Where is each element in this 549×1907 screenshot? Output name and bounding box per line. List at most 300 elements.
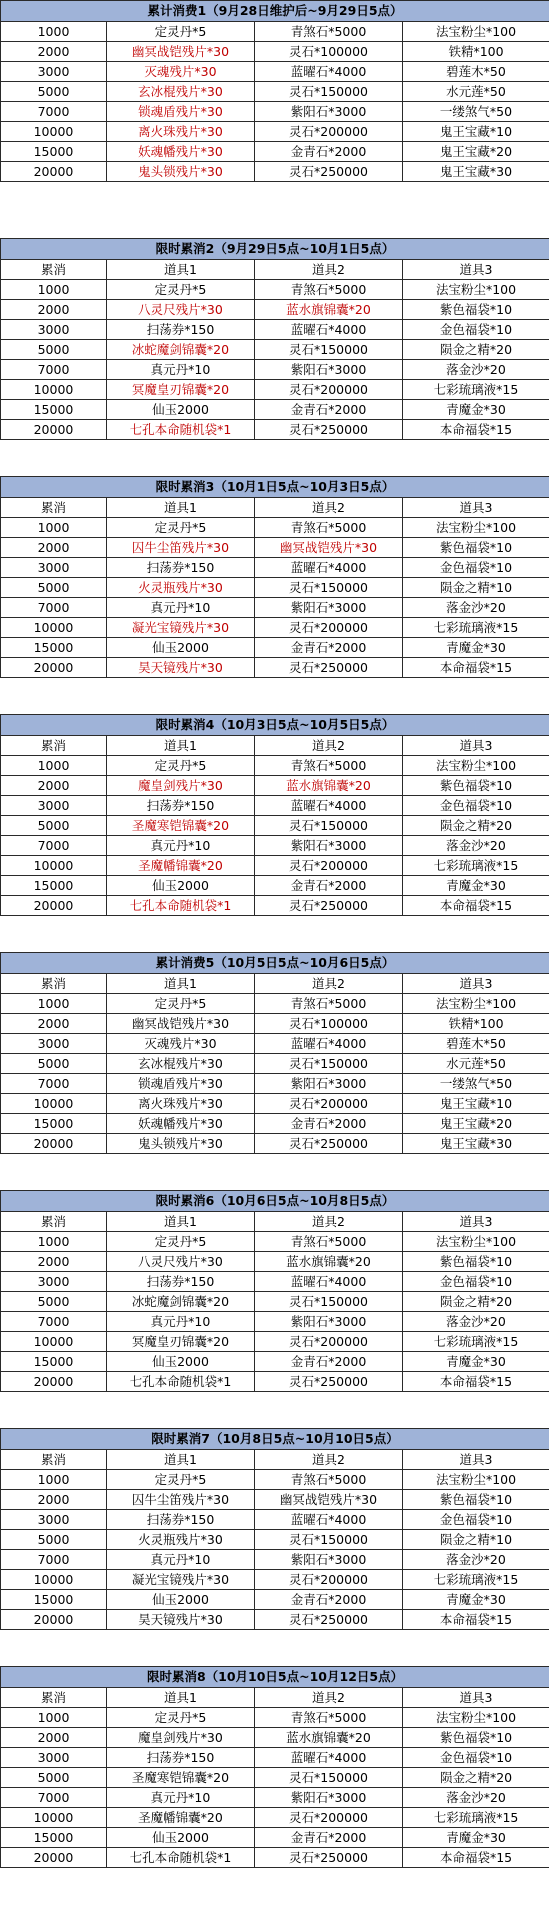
table-row <box>1 756 549 776</box>
column-header: 道具2 <box>255 260 403 280</box>
item-cell: 青煞石*5000 <box>255 280 403 300</box>
item-cell: 鬼头锁残片*30 <box>107 162 255 182</box>
item-cell: 灵石*200000 <box>255 1570 403 1590</box>
item-cell: 七彩琉璃液*15 <box>403 1808 549 1828</box>
threshold-cell: 2000 <box>1 300 107 320</box>
threshold-cell: 10000 <box>1 1332 107 1352</box>
item-cell: 本命福袋*15 <box>403 896 549 916</box>
item-cell: 陨金之精*10 <box>403 1530 549 1550</box>
item-cell: 真元丹*10 <box>107 836 255 856</box>
table-row <box>1 896 549 916</box>
item-cell: 蓝曜石*4000 <box>255 62 403 82</box>
threshold-cell: 1000 <box>1 1470 107 1490</box>
threshold-cell: 7000 <box>1 360 107 380</box>
item-cell: 灵石*150000 <box>255 82 403 102</box>
item-cell: 落金沙*20 <box>403 1550 549 1570</box>
item-cell: 灵石*250000 <box>255 1372 403 1392</box>
item-cell: 魔皇剑残片*30 <box>107 1728 255 1748</box>
item-cell: 定灵丹*5 <box>107 22 255 42</box>
item-cell: 灵石*200000 <box>255 1332 403 1352</box>
table-row <box>1 1054 549 1074</box>
item-cell: 鬼王宝藏*20 <box>403 142 549 162</box>
item-cell: 妖魂幡残片*30 <box>107 142 255 162</box>
item-cell: 紫阳石*3000 <box>255 1074 403 1094</box>
threshold-cell: 3000 <box>1 796 107 816</box>
table-row <box>1 1530 549 1550</box>
threshold-cell: 2000 <box>1 42 107 62</box>
item-cell: 法宝粉尘*100 <box>403 1708 549 1728</box>
item-cell: 幽冥战铠残片*30 <box>107 1014 255 1034</box>
table-title-row <box>1 477 549 498</box>
item-cell: 昊天镜残片*30 <box>107 1610 255 1630</box>
threshold-cell: 1000 <box>1 22 107 42</box>
table-row <box>1 1610 549 1630</box>
table-row <box>1 340 549 360</box>
item-cell: 水元莲*50 <box>403 82 549 102</box>
item-cell: 青煞石*5000 <box>255 518 403 538</box>
reward-table-block <box>0 0 549 182</box>
reward-table-block <box>0 714 549 916</box>
item-cell: 扫荡券*150 <box>107 1272 255 1292</box>
threshold-cell: 3000 <box>1 1748 107 1768</box>
table-title: 限时累消3（10月1日5点~10月3日5点） <box>1 477 549 498</box>
table-row <box>1 360 549 380</box>
item-cell: 法宝粉尘*100 <box>403 994 549 1014</box>
table-title-row <box>1 1429 549 1450</box>
item-cell: 灵石*250000 <box>255 1848 403 1868</box>
threshold-cell: 15000 <box>1 1590 107 1610</box>
threshold-cell: 7000 <box>1 102 107 122</box>
item-cell: 紫阳石*3000 <box>255 598 403 618</box>
threshold-cell: 7000 <box>1 1312 107 1332</box>
item-cell: 紫阳石*3000 <box>255 1788 403 1808</box>
table-row <box>1 82 549 102</box>
column-header: 道具3 <box>403 498 549 518</box>
item-cell: 定灵丹*5 <box>107 1232 255 1252</box>
item-cell: 铁精*100 <box>403 1014 549 1034</box>
item-cell: 幽冥战铠残片*30 <box>255 538 403 558</box>
table-header-row <box>1 736 549 756</box>
table-row <box>1 62 549 82</box>
column-header: 道具1 <box>107 498 255 518</box>
reward-table <box>0 1666 549 1868</box>
reward-table-block <box>0 1190 549 1392</box>
item-cell: 真元丹*10 <box>107 360 255 380</box>
reward-table <box>0 714 549 916</box>
table-row <box>1 22 549 42</box>
column-header: 道具2 <box>255 498 403 518</box>
column-header: 累消 <box>1 260 107 280</box>
threshold-cell: 15000 <box>1 876 107 896</box>
threshold-cell: 15000 <box>1 1828 107 1848</box>
table-row <box>1 876 549 896</box>
item-cell: 金色福袋*10 <box>403 558 549 578</box>
table-title: 限时累消8（10月10日5点~10月12日5点） <box>1 1667 549 1688</box>
table-row <box>1 1768 549 1788</box>
column-header: 道具3 <box>403 974 549 994</box>
table-row <box>1 518 549 538</box>
item-cell: 法宝粉尘*100 <box>403 518 549 538</box>
table-header-row <box>1 498 549 518</box>
item-cell: 灵石*250000 <box>255 1134 403 1154</box>
threshold-cell: 5000 <box>1 1530 107 1550</box>
table-title: 累计消费5（10月5日5点~10月6日5点） <box>1 953 549 974</box>
table-row <box>1 1550 549 1570</box>
item-cell: 幽冥战铠残片*30 <box>107 42 255 62</box>
item-cell: 灭魂残片*30 <box>107 62 255 82</box>
item-cell: 本命福袋*15 <box>403 420 549 440</box>
item-cell: 扫荡券*150 <box>107 1510 255 1530</box>
threshold-cell: 5000 <box>1 816 107 836</box>
item-cell: 蓝曜石*4000 <box>255 1510 403 1530</box>
item-cell: 本命福袋*15 <box>403 658 549 678</box>
item-cell: 紫阳石*3000 <box>255 1312 403 1332</box>
item-cell: 碧莲木*50 <box>403 62 549 82</box>
column-header: 道具1 <box>107 1212 255 1232</box>
reward-table <box>0 952 549 1154</box>
item-cell: 灵石*150000 <box>255 1530 403 1550</box>
table-row <box>1 1034 549 1054</box>
table-row <box>1 1470 549 1490</box>
threshold-cell: 15000 <box>1 638 107 658</box>
item-cell: 幽冥战铠残片*30 <box>255 1490 403 1510</box>
item-cell: 冥魔皇刃锦囊*20 <box>107 1332 255 1352</box>
threshold-cell: 5000 <box>1 1768 107 1788</box>
item-cell: 紫色福袋*10 <box>403 1252 549 1272</box>
item-cell: 陨金之精*20 <box>403 340 549 360</box>
table-row <box>1 1312 549 1332</box>
item-cell: 青魔金*30 <box>403 638 549 658</box>
reward-table-block <box>0 238 549 440</box>
table-row <box>1 380 549 400</box>
item-cell: 定灵丹*5 <box>107 994 255 1014</box>
threshold-cell: 1000 <box>1 518 107 538</box>
item-cell: 七彩琉璃液*15 <box>403 380 549 400</box>
item-cell: 鬼王宝藏*30 <box>403 162 549 182</box>
item-cell: 铁精*100 <box>403 42 549 62</box>
item-cell: 仙玉2000 <box>107 1352 255 1372</box>
reward-table-block <box>0 1666 549 1868</box>
threshold-cell: 20000 <box>1 658 107 678</box>
item-cell: 锁魂盾残片*30 <box>107 1074 255 1094</box>
column-header: 道具3 <box>403 260 549 280</box>
item-cell: 鬼王宝藏*10 <box>403 122 549 142</box>
threshold-cell: 5000 <box>1 578 107 598</box>
threshold-cell: 3000 <box>1 62 107 82</box>
item-cell: 七彩琉璃液*15 <box>403 618 549 638</box>
item-cell: 灵石*250000 <box>255 1610 403 1630</box>
item-cell: 囚牛尘笛残片*30 <box>107 1490 255 1510</box>
item-cell: 金青石*2000 <box>255 1828 403 1848</box>
item-cell: 灵石*250000 <box>255 896 403 916</box>
table-header-row <box>1 1212 549 1232</box>
table-title: 限时累消7（10月8日5点~10月10日5点） <box>1 1429 549 1450</box>
item-cell: 八灵尺残片*30 <box>107 300 255 320</box>
item-cell: 妖魂幡残片*30 <box>107 1114 255 1134</box>
threshold-cell: 15000 <box>1 1352 107 1372</box>
table-row <box>1 1332 549 1352</box>
item-cell: 定灵丹*5 <box>107 1470 255 1490</box>
item-cell: 金青石*2000 <box>255 400 403 420</box>
threshold-cell: 2000 <box>1 538 107 558</box>
threshold-cell: 10000 <box>1 380 107 400</box>
table-row <box>1 1808 549 1828</box>
threshold-cell: 20000 <box>1 420 107 440</box>
item-cell: 火灵瓶残片*30 <box>107 1530 255 1550</box>
table-row <box>1 1848 549 1868</box>
item-cell: 灵石*200000 <box>255 856 403 876</box>
table-row <box>1 638 549 658</box>
item-cell: 圣魔寒铠锦囊*20 <box>107 816 255 836</box>
item-cell: 蓝曜石*4000 <box>255 796 403 816</box>
item-cell: 扫荡券*150 <box>107 558 255 578</box>
table-header-row <box>1 260 549 280</box>
item-cell: 灵石*150000 <box>255 816 403 836</box>
threshold-cell: 20000 <box>1 162 107 182</box>
threshold-cell: 15000 <box>1 1114 107 1134</box>
threshold-cell: 3000 <box>1 558 107 578</box>
item-cell: 法宝粉尘*100 <box>403 1470 549 1490</box>
table-title-row <box>1 953 549 974</box>
column-header: 道具2 <box>255 1688 403 1708</box>
item-cell: 灵石*150000 <box>255 1054 403 1074</box>
item-cell: 仙玉2000 <box>107 876 255 896</box>
item-cell: 真元丹*10 <box>107 1550 255 1570</box>
column-header: 道具2 <box>255 1212 403 1232</box>
threshold-cell: 2000 <box>1 1490 107 1510</box>
table-row <box>1 558 549 578</box>
item-cell: 七孔本命随机袋*1 <box>107 420 255 440</box>
column-header: 累消 <box>1 498 107 518</box>
table-row <box>1 1708 549 1728</box>
item-cell: 灵石*200000 <box>255 618 403 638</box>
item-cell: 法宝粉尘*100 <box>403 756 549 776</box>
item-cell: 本命福袋*15 <box>403 1372 549 1392</box>
item-cell: 陨金之精*20 <box>403 1768 549 1788</box>
item-cell: 金青石*2000 <box>255 1352 403 1372</box>
item-cell: 蓝曜石*4000 <box>255 1272 403 1292</box>
reward-table <box>0 476 549 678</box>
threshold-cell: 5000 <box>1 1292 107 1312</box>
item-cell: 青魔金*30 <box>403 1828 549 1848</box>
threshold-cell: 20000 <box>1 1848 107 1868</box>
threshold-cell: 5000 <box>1 1054 107 1074</box>
threshold-cell: 10000 <box>1 856 107 876</box>
table-row <box>1 1272 549 1292</box>
threshold-cell: 20000 <box>1 1372 107 1392</box>
item-cell: 青魔金*30 <box>403 1590 549 1610</box>
item-cell: 青煞石*5000 <box>255 756 403 776</box>
item-cell: 紫色福袋*10 <box>403 1728 549 1748</box>
item-cell: 紫色福袋*10 <box>403 300 549 320</box>
item-cell: 灵石*200000 <box>255 1808 403 1828</box>
column-header: 道具3 <box>403 1450 549 1470</box>
table-row <box>1 796 549 816</box>
item-cell: 蓝水旗锦囊*20 <box>255 1728 403 1748</box>
item-cell: 扫荡券*150 <box>107 320 255 340</box>
item-cell: 圣魔寒铠锦囊*20 <box>107 1768 255 1788</box>
item-cell: 紫阳石*3000 <box>255 1550 403 1570</box>
column-header: 道具3 <box>403 1688 549 1708</box>
table-row <box>1 280 549 300</box>
threshold-cell: 7000 <box>1 1550 107 1570</box>
threshold-cell: 7000 <box>1 598 107 618</box>
table-row <box>1 578 549 598</box>
item-cell: 扫荡券*150 <box>107 1748 255 1768</box>
threshold-cell: 3000 <box>1 1510 107 1530</box>
table-row <box>1 1828 549 1848</box>
table-row <box>1 836 549 856</box>
table-row <box>1 1232 549 1252</box>
table-row <box>1 420 549 440</box>
table-row <box>1 122 549 142</box>
threshold-cell: 7000 <box>1 836 107 856</box>
threshold-cell: 10000 <box>1 618 107 638</box>
item-cell: 仙玉2000 <box>107 1828 255 1848</box>
item-cell: 青魔金*30 <box>403 400 549 420</box>
table-row <box>1 42 549 62</box>
table-row <box>1 618 549 638</box>
column-header: 道具2 <box>255 736 403 756</box>
table-row <box>1 776 549 796</box>
item-cell: 灵石*150000 <box>255 340 403 360</box>
item-cell: 青煞石*5000 <box>255 1708 403 1728</box>
threshold-cell: 10000 <box>1 122 107 142</box>
item-cell: 紫阳石*3000 <box>255 836 403 856</box>
item-cell: 七彩琉璃液*15 <box>403 1570 549 1590</box>
item-cell: 灵石*250000 <box>255 162 403 182</box>
threshold-cell: 15000 <box>1 142 107 162</box>
table-row <box>1 1252 549 1272</box>
item-cell: 陨金之精*20 <box>403 1292 549 1312</box>
column-header: 累消 <box>1 1450 107 1470</box>
item-cell: 水元莲*50 <box>403 1054 549 1074</box>
table-row <box>1 1014 549 1034</box>
item-cell: 灭魂残片*30 <box>107 1034 255 1054</box>
item-cell: 灵石*100000 <box>255 1014 403 1034</box>
item-cell: 青煞石*5000 <box>255 22 403 42</box>
item-cell: 鬼王宝藏*10 <box>403 1094 549 1114</box>
table-header-row <box>1 1450 549 1470</box>
threshold-cell: 2000 <box>1 1728 107 1748</box>
reward-table-block <box>0 1428 549 1630</box>
item-cell: 蓝水旗锦囊*20 <box>255 776 403 796</box>
table-row <box>1 142 549 162</box>
item-cell: 灵石*250000 <box>255 658 403 678</box>
table-row <box>1 400 549 420</box>
item-cell: 定灵丹*5 <box>107 1708 255 1728</box>
item-cell: 锁魂盾残片*30 <box>107 102 255 122</box>
table-row <box>1 1570 549 1590</box>
item-cell: 昊天镜残片*30 <box>107 658 255 678</box>
item-cell: 灵石*150000 <box>255 578 403 598</box>
table-row <box>1 1114 549 1134</box>
item-cell: 青魔金*30 <box>403 876 549 896</box>
table-title: 限时累消2（9月29日5点~10月1日5点） <box>1 239 549 260</box>
item-cell: 一缕煞气*50 <box>403 102 549 122</box>
item-cell: 圣魔幡锦囊*20 <box>107 1808 255 1828</box>
item-cell: 蓝水旗锦囊*20 <box>255 1252 403 1272</box>
table-header-row <box>1 974 549 994</box>
item-cell: 陨金之精*10 <box>403 578 549 598</box>
item-cell: 法宝粉尘*100 <box>403 22 549 42</box>
table-row <box>1 1590 549 1610</box>
table-row <box>1 1292 549 1312</box>
item-cell: 灵石*100000 <box>255 42 403 62</box>
threshold-cell: 2000 <box>1 1014 107 1034</box>
item-cell: 金青石*2000 <box>255 1590 403 1610</box>
table-header-row <box>1 1688 549 1708</box>
item-cell: 冰蛇魔剑锦囊*20 <box>107 340 255 360</box>
item-cell: 扫荡券*150 <box>107 796 255 816</box>
item-cell: 落金沙*20 <box>403 598 549 618</box>
table-row <box>1 1788 549 1808</box>
threshold-cell: 10000 <box>1 1570 107 1590</box>
threshold-cell: 1000 <box>1 1708 107 1728</box>
item-cell: 蓝曜石*4000 <box>255 320 403 340</box>
item-cell: 冥魔皇刃锦囊*20 <box>107 380 255 400</box>
table-title-row <box>1 1 549 22</box>
threshold-cell: 1000 <box>1 280 107 300</box>
table-row <box>1 1490 549 1510</box>
item-cell: 灵石*150000 <box>255 1292 403 1312</box>
item-cell: 鬼王宝藏*30 <box>403 1134 549 1154</box>
item-cell: 真元丹*10 <box>107 598 255 618</box>
item-cell: 一缕煞气*50 <box>403 1074 549 1094</box>
item-cell: 青煞石*5000 <box>255 1232 403 1252</box>
item-cell: 青煞石*5000 <box>255 994 403 1014</box>
table-row <box>1 994 549 1014</box>
item-cell: 灵石*200000 <box>255 380 403 400</box>
table-row <box>1 856 549 876</box>
item-cell: 仙玉2000 <box>107 400 255 420</box>
threshold-cell: 3000 <box>1 1272 107 1292</box>
item-cell: 灵石*150000 <box>255 1768 403 1788</box>
item-cell: 金色福袋*10 <box>403 1748 549 1768</box>
item-cell: 玄冰棍残片*30 <box>107 1054 255 1074</box>
item-cell: 青魔金*30 <box>403 1352 549 1372</box>
table-row <box>1 1372 549 1392</box>
item-cell: 碧莲木*50 <box>403 1034 549 1054</box>
threshold-cell: 5000 <box>1 82 107 102</box>
item-cell: 灵石*200000 <box>255 122 403 142</box>
threshold-cell: 2000 <box>1 1252 107 1272</box>
item-cell: 金青石*2000 <box>255 876 403 896</box>
threshold-cell: 1000 <box>1 1232 107 1252</box>
item-cell: 蓝曜石*4000 <box>255 1034 403 1054</box>
item-cell: 鬼王宝藏*20 <box>403 1114 549 1134</box>
item-cell: 八灵尺残片*30 <box>107 1252 255 1272</box>
reward-table <box>0 0 549 182</box>
table-title: 累计消费1（9月28日维护后~9月29日5点） <box>1 1 549 22</box>
item-cell: 定灵丹*5 <box>107 280 255 300</box>
threshold-cell: 1000 <box>1 994 107 1014</box>
item-cell: 仙玉2000 <box>107 1590 255 1610</box>
threshold-cell: 3000 <box>1 320 107 340</box>
item-cell: 落金沙*20 <box>403 1312 549 1332</box>
item-cell: 本命福袋*15 <box>403 1848 549 1868</box>
column-header: 累消 <box>1 1212 107 1232</box>
threshold-cell: 15000 <box>1 400 107 420</box>
table-row <box>1 1134 549 1154</box>
item-cell: 真元丹*10 <box>107 1788 255 1808</box>
table-row <box>1 1074 549 1094</box>
table-row <box>1 1728 549 1748</box>
item-cell: 蓝曜石*4000 <box>255 1748 403 1768</box>
item-cell: 定灵丹*5 <box>107 518 255 538</box>
item-cell: 七孔本命随机袋*1 <box>107 896 255 916</box>
item-cell: 定灵丹*5 <box>107 756 255 776</box>
